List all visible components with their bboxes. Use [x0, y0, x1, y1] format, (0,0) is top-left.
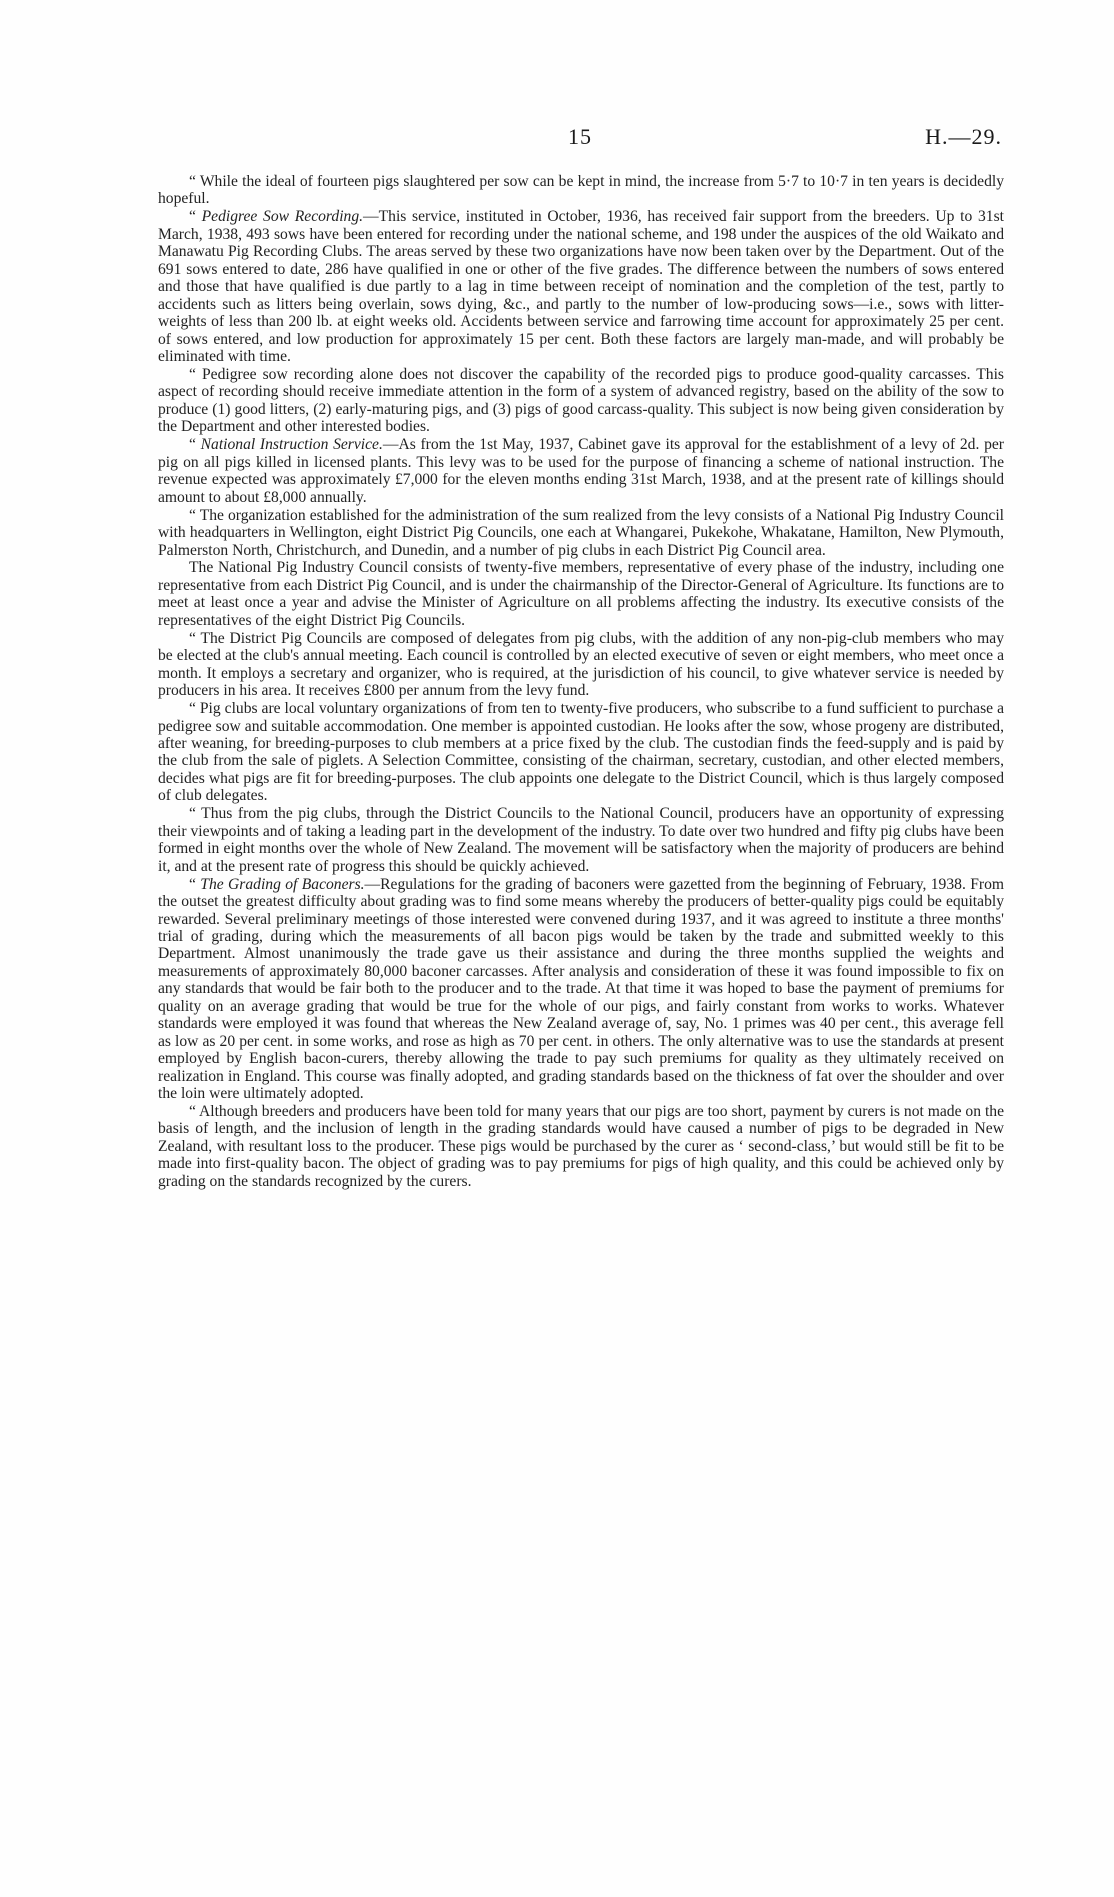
paragraph-lead: “: [189, 875, 201, 893]
page-header: [158, 124, 1002, 154]
paragraph-text: “ The organization established for the administration of the sum realized from the levy consists of a National Pig Industry Council with headquarters in Wellington, eight District Pig Councils, one each at Whangarei, Pukekohe, Whakatane, Hamilton, New Plymouth, Palmerston North, Christchurch, and Dunedin, and a number of pig clubs in each District Pig Council area.: [158, 506, 1004, 559]
paragraph-text: “ While the ideal of fourteen pigs slaughtered per sow can be kept in mind, the increase from 5·7 to 10·7 in ten years is decidedly hopeful.: [158, 173, 1004, 208]
page-number: 15: [568, 124, 592, 149]
paragraph-national-instruction-service: [158, 436, 1004, 506]
paragraph-text: —This service, instituted in October, 1936, has received fair support from the breeders. Up to 31st March, 1938, 493 sows have been entered for recording under the national scheme, and 198 under the auspices of the old Waikato and Manawatu Pig Recording Clubs. The areas served by these two organizations have now been taken over by the Department. Out of the 691 sows entered to date, 286 have qualified in one or other of the five grades. The difference between the numbers of sows entered and those that have qualified is due partly to a lag in time between receipt of nomination and the completion of the test, partly to accidents such as litters being overlain, sows dying, &c., and partly to the number of low-producing sows—i.e., sows with litter-weights of less than 200 lb. at eight weeks old. Accidents between service and farrowing time account for approximately 25 per cent. of sows entered, and low production for approximately 15 per cent. Both these factors are largely man-made, and will probably be eliminated with time.: [158, 208, 1004, 366]
paragraph-national-council: [158, 559, 1004, 629]
paragraph-text: “ Although breeders and producers have been told for many years that our pigs are too short, payment by curers is not made on the basis of length, and the inclusion of length in the grading standards would have caused a number of pigs to be degraded in New Zealand, with resultant loss to the producer. These pigs would be purchased by the curer as ‘ second-class,’ but would still be fit to be made into first-quality bacon. The object of grading was to pay premiums for pigs of high quality, and this could be achieved only by grading on the standards recognized by the curers.: [158, 1103, 1004, 1190]
paragraph-length-standards: [158, 1103, 1004, 1190]
paragraph-advanced-registry: [158, 366, 1004, 436]
paragraph-organization: [158, 507, 1004, 559]
body-text: [158, 173, 1004, 1191]
paragraph-pedigree-sow-recording: [158, 208, 1004, 365]
paragraph-text: —Regulations for the grading of baconers were gazetted from the beginning of February, 1938. From the outset the greatest difficulty about grading was to find some means whereby the producers of better-quality pigs could be equitably rewarded. Several preliminary meetings of those interested were convened during 1937, and it was agreed to institute a three months' trial of grading, during which the measurements of all bacon pigs would be taken by the trade and submitted weekly to this Department. Almost unanimously the trade gave us their assistance and during the three months supplied the weights and measurements of approximately 80,000 baconer carcasses. After analysis and consideration of these it was found impossible to fix on any standards that would be fair both to the producer and to the trade. At that time it was hoped to base the payment of premiums for quality on an average grading that would be true for the whole of our pigs, and fairly constant from works to works. Whatever standards were employed it was found that whereas the New Zealand average of, say, No. 1 primes was 40 per cent., this average fell as low as 20 per cent. in some works, and rose as high as 70 per cent. in others. The only alternative was to use the standards at present employed by English bacon-curers, thereby allowing the trade to pay such premiums for quality as they ultimately received on realization in England. This course was finally adopted, and grading standards based on the thickness of fat over the shoulder and over the loin were ultimately adopted.: [158, 875, 1004, 1103]
paragraph-producer-viewpoints: [158, 805, 1004, 875]
paragraph-grading-of-baconers: [158, 876, 1004, 1103]
paragraph-district-councils: [158, 630, 1004, 700]
paragraph-text: “ Pig clubs are local voluntary organizations of from ten to twenty-five producers, who subscribe to a fund sufficient to purchase a pedigree sow and suitable accommodation. One member is appointed custodian. He looks after the sow, whose progeny are distributed, after weaning, for breeding-purposes to club members at a price fixed by the club. The custodian finds the feed-supply and is paid by the club from the sale of piglets. A Selection Committee, consisting of the chairman, secretary, custodian, and other elected members, decides what pigs are fit for breeding-purposes. The club appoints one delegate to the District Council, which is thus largely composed of club delegates.: [158, 700, 1004, 805]
document-reference: H.—29.: [925, 124, 1002, 149]
paragraph-text: “ Pedigree sow recording alone does not discover the capability of the recorded pigs to produce good-quality carcasses. This aspect of recording should receive immediate attention in the form of a system of advanced registry, based on the ability of the sow to produce (1) good litters, (2) early-maturing pigs, and (3) pigs of good carcass-quality. This subject is now being given consideration by the Department and other interested bodies.: [158, 365, 1004, 436]
paragraph-text: “ Thus from the pig clubs, through the District Councils to the National Council, producers have an opportunity of expressing their viewpoints and of taking a leading part in the development of the industry. To date over two hundred and fifty pig clubs have been formed in eight months over the whole of New Zealand. The movement will be satisfactory when the majority of producers are behind it, and at the present rate of progress this should be quickly achieved.: [158, 805, 1004, 875]
paragraph-text: The National Pig Industry Council consists of twenty-five members, representative of every phase of the industry, including one representative from each District Pig Council, and is under the chairmanship of the Director-General of Agriculture. Its functions are to meet at least once a year and advise the Minister of Agriculture on all problems affecting the industry. Its executive consists of the representatives of the eight District Pig Councils.: [158, 559, 1004, 629]
paragraph-text: “ The District Pig Councils are composed of delegates from pig clubs, with the addition of any non-pig-club members who may be elected at the club's annual meeting. Each council is controlled by an elected executive of seven or eight members, who meet once a month. It employs a secretary and organizer, who is required, at the jurisdiction of his council, to give whatever service is needed by producers in his area. It receives £800 per annum from the levy fund.: [158, 629, 1004, 700]
paragraph-pig-clubs: [158, 700, 1004, 805]
paragraph-sow-ratio: [158, 173, 1004, 208]
section-heading-grading-of-baconers: The Grading of Baconers.: [200, 875, 365, 893]
section-heading-pedigree-sow-recording: Pedigree Sow Recording.: [201, 208, 364, 226]
paragraph-lead: “: [189, 208, 202, 226]
paragraph-lead: “: [189, 436, 201, 454]
section-heading-national-instruction-service: National Instruction Service.: [200, 436, 383, 454]
paragraph-text: —As from the 1st May, 1937, Cabinet gave its approval for the establishment of a levy of 2d. per pig on all pigs killed in licensed plants. This levy was to be used for the purpose of financing a scheme of national instruction. The revenue expected was approximately £7,000 for the eleven months ending 31st March, 1938, and at the present rate of killings should amount to about £8,000 annually.: [158, 436, 1004, 506]
